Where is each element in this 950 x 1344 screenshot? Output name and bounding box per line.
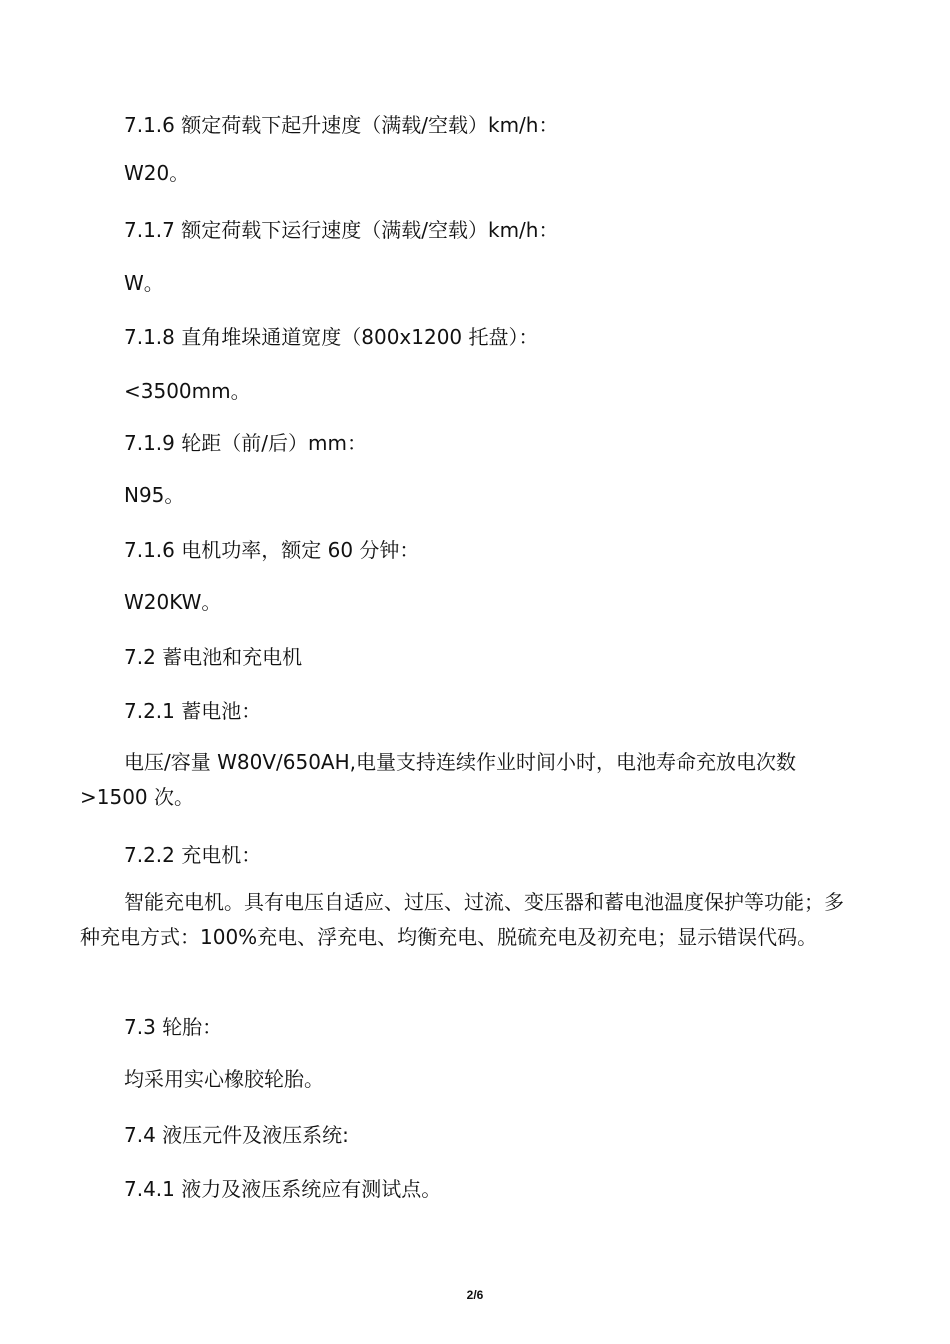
spec-7-1-9-wheelbase: 7.1.9 轮距（前/后）mm： (124, 431, 367, 455)
section-7-2-heading: 7.2 蓄电池和充电机 (124, 645, 303, 669)
battery-paragraph: 电压/容量 W80V/650AH,电量支持连续作业时间小时，电池寿命充放电次数>1500 次。 (80, 750, 796, 809)
spec-7-1-7-value: W。 (124, 271, 164, 295)
spec-7-1-6-lift-speed: 7.1.6 额定荷载下起升速度（满载/空载）km/h： (124, 113, 559, 137)
page-number: 2/6 (466, 1288, 484, 1302)
charger-paragraph: 智能充电机。具有电压自适应、过压、过流、变压器和蓄电池温度保护等功能；多种充电方式：100%充电、浮充电、均衡充电、脱硫充电及初充电；显示错误代码。 (80, 890, 844, 949)
spec-7-1-8-value: <3500mm。 (124, 379, 251, 403)
spec-motor-power-value: W20KW。 (124, 590, 222, 614)
spec-7-1-7-travel-speed: 7.1.7 额定荷载下运行速度（满载/空载）km/h： (124, 218, 559, 242)
spec-7-1-6-value: W20。 (124, 161, 190, 185)
section-7-2-2-heading: 7.2.2 充电机： (124, 843, 262, 867)
tire-text: 均采用实心橡胶轮胎。 (124, 1067, 324, 1091)
section-7-2-1-heading: 7.2.1 蓄电池： (124, 699, 262, 723)
spec-7-1-9-value: N95。 (124, 483, 185, 507)
spec-motor-power: 7.1.6 电机功率，额定 60 分钟： (124, 538, 420, 562)
section-7-4-heading: 7.4 液压元件及液压系统: (124, 1123, 349, 1147)
spec-7-1-8-aisle-width: 7.1.8 直角堆垛通道宽度（800x1200 托盘）： (124, 325, 539, 349)
section-7-4-1-text: 7.4.1 液力及液压系统应有测试点。 (124, 1177, 442, 1201)
section-7-3-heading: 7.3 轮胎： (124, 1015, 223, 1039)
